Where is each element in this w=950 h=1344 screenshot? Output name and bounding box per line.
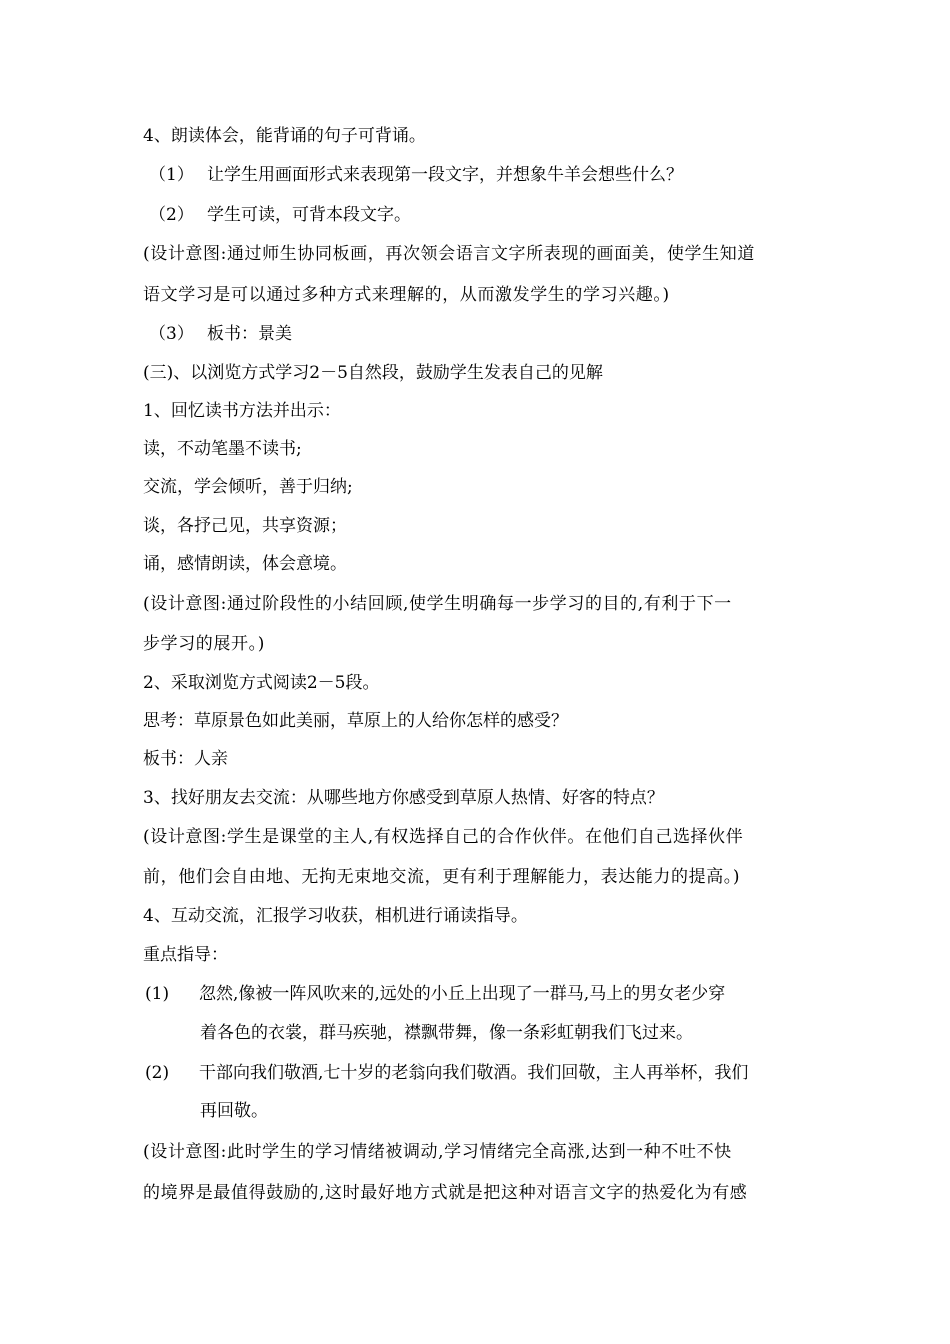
section-3-heading: (三)、以浏览方式学习2－5自然段，鼓励学生发表自己的见解 [143,363,603,383]
guidance-item-2-label: (2) [145,1063,170,1083]
sub-item-1 [143,163,808,187]
guidance-item-1-text: 忽然,像被一阵风吹来的,远处的小丘上出现了一群马,马上的男女老少穿 [199,984,726,1004]
sub-item-3-label: （3） [149,324,194,344]
design-intent-1-line-2: 语文学习是可以通过多种方式来理解的，从而激发学生的学习兴趣。) [143,285,670,305]
design-intent-4-line-2: 的境界是最值得鼓励的,这时最好地方式就是把这种对语言文字的热爱化为有感 [143,1183,748,1203]
guidance-item-1-continuation: 着各色的衣裳，群马疾驰，襟飘带舞，像一条彩虹朝我们飞过来。 [200,1023,693,1043]
thinking-question: 思考：草原景色如此美丽，草原上的人给你怎样的感受？ [143,711,568,731]
key-guidance-heading: 重点指导： [143,945,228,965]
guidance-item-2 [143,1061,808,1085]
sub-item-2-text: 学生可读，可背本段文字。 [207,205,411,225]
step-4-exchange-heading: 4、互动交流，汇报学习收获，相机进行诵读指导。 [143,906,528,926]
method-recite: 诵，感情朗读，体会意境。 [143,554,347,574]
design-intent-3-line-1: (设计意图:学生是课堂的主人,有权选择自己的合作伙伴。在他们自己选择伙伴 [143,827,744,847]
method-talk: 谈，各抒己见，共享资源； [143,516,347,536]
guidance-item-2-continuation: 再回敬。 [200,1101,268,1121]
design-intent-3-line-2: 前，他们会自由地、无拘无束地交流，更有利于理解能力，表达能力的提高。) [143,867,741,887]
step-1-heading: 1、回忆读书方法并出示： [143,401,341,421]
method-exchange: 交流，学会倾听，善于归纳; [143,477,353,497]
method-read: 读，不动笔墨不读书; [143,439,302,459]
design-intent-2-line-2: 步学习的展开。) [143,634,265,654]
sub-item-3-text: 板书：景美 [207,324,292,344]
step-3-heading: 3、找好朋友去交流：从哪些地方你感受到草原人热情、好客的特点？ [143,788,664,808]
design-intent-4-line-1: (设计意图:此时学生的学习情绪被调动,学习情绪完全高涨,达到一种不吐不快 [143,1142,732,1162]
step-2-heading: 2、采取浏览方式阅读2－5段。 [143,673,380,693]
sub-item-3 [143,322,808,346]
sub-item-1-text: 让学生用画面形式来表现第一段文字，并想象牛羊会想些什么？ [207,165,683,185]
sub-item-2-label: （2） [149,205,194,225]
sub-item-2 [143,203,808,227]
guidance-item-2-text: 干部向我们敬酒,七十岁的老翁向我们敬酒。我们回敬，主人再举杯，我们 [199,1063,749,1083]
design-intent-2-line-1: (设计意图:通过阶段性的小结回顾,使学生明确每一步学习的目的,有利于下一 [143,594,732,614]
design-intent-1-line-1: (设计意图:通过师生协同板画，再次领会语言文字所表现的画面美，使学生知道 [143,244,755,264]
guidance-item-1 [143,982,808,1006]
board-writing-people: 板书：人亲 [143,749,228,769]
step-4-reading-heading: 4、朗读体会，能背诵的句子可背诵。 [143,126,426,146]
sub-item-1-label: （1） [149,165,194,185]
guidance-item-1-label: (1) [145,984,170,1004]
